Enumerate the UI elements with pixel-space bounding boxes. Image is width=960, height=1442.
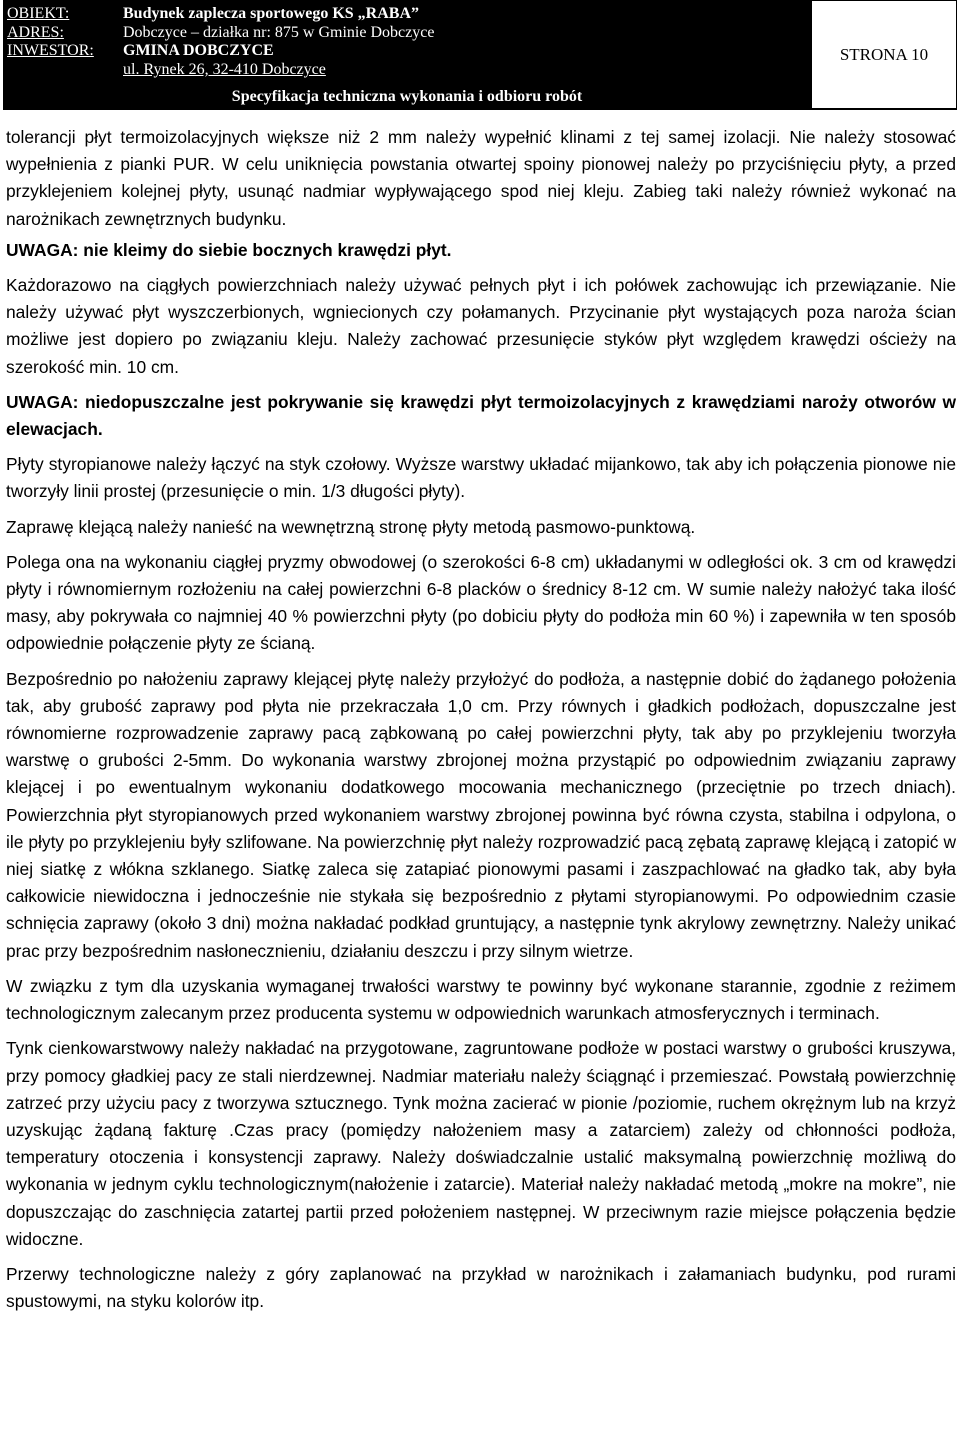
document-body (6, 124, 956, 1323)
header-investor-row (3, 42, 811, 60)
paragraph-full-boards: Każdorazowo na ciągłych powierzchniach należy używać pełnych płyt i ich połówek zachowując ich przewiązanie. Nie należy używać płyt wyszczerbionych, wgniecionych czy połamanych. Przycinanie płyt wystających poza naroża ścian możliwe jest dopiero po związaniu kleju. Należy zachować przesunięcie styków płyt względem krawędzi ościeży na szerokość min. 10 cm. (6, 275, 956, 377)
page-number: STRONA 10 (811, 0, 957, 108)
header-object-row (3, 5, 811, 23)
paragraph-gaps-filling: tolerancji płyt termoizolacyjnych większe niż 2 mm należy wypełnić klinami z tej samej izolacji. Nie należy stosować wypełnienia z pianki PUR. W celu uniknięcia powstania otwartej spoiny pionowej należy po przyciśnięciu płyty, a przed przyklejeniem kolejnej płyty, usunąć nadmiar wypływającego spod niej kleju. Zabieg taki należy również wykonać na narożnikach zewnętrznych budynku. (6, 127, 956, 229)
warning-opening-corners: UWAGA: niedopuszczalne jest pokrywanie się krawędzi płyt termoizolacyjnych z krawędziami naroży otworów w elewacjach. (6, 391, 956, 440)
header-divider (3, 108, 957, 110)
header-investor-address-row (3, 61, 811, 79)
object-value: Budynek zaplecza sportowego KS „RABA” (123, 5, 420, 22)
warning-side-edges: UWAGA: nie kleimy do siebie bocznych krawędzi płyt. (6, 239, 452, 260)
header-info-block (3, 0, 811, 86)
header-address-row (3, 24, 811, 42)
address-label: ADRES: (7, 24, 64, 41)
document-title: Specyfikacja techniczna wykonania i odbioru robót (3, 86, 811, 108)
page-header (3, 0, 957, 108)
address-value: Dobczyce – działka nr: 875 w Gminie Dobczyce (123, 24, 435, 41)
paragraph-technological-regime: W związku z tym dla uzyskania wymaganej trwałości warstwy te powinny być wykonane starannie, zgodnie z reżimem technologicznym zalecanym przez producenta systemu w odpowiednich warunkach atmosferycznych i terminach. (6, 975, 956, 1024)
paragraph-adhesive-application: Polega ona na wykonaniu ciągłej pryzmy obwodowej (o szerokości 6-8 cm) układanymi w odległości ok. 3 cm od krawędzi płyty i równomiernym rozłożeniu na całej powierzchni 6-8 placków o średnicy 8-12 cm. W sumie należy nałożyć taka ilość masy, aby pokrywała co najmniej 40 % powierzchni płyty (po dobiciu płyty do podłoża min 60 %) i zapewniła w ten sposób odpowiednie połączenie płyty ze ścianą. (6, 551, 956, 654)
paragraph-thin-plaster: Tynk cienkowarstwowy należy nakładać na przygotowane, zagruntowane podłoże w postaci warstwy o grubości kruszywa, przy pomocy gładkiej pacy ze stali nierdzewnej. Nadmiar materiału należy ściągnąć i przemieszać. Powstałą powierzchnię zatrzeć przy użyciu pacy z tworzywa sztucznego. Tynk można zacierać w pionie /poziomie, ruchem okrężnym lub na krzyż uzyskując żądaną fakturę .Czas pracy (pomiędzy nałożeniem masy a zatarciem) zależy od chłonności podłoża, temperatury otoczenia i konsystencji zaprawy. Należy doświadczalnie ustalić maksymalną powierzchnię możliwą do wykonania w jednym cyklu technologicznym(nałożenie i zatarcie). Materiał należy nakładać metodą „mokre na mokre”, nie dopuszczając do zaschnięcia zatartej partii przed położeniem następnej. W przeciwnym razie miejsce połączenia będzie widoczne. (6, 1038, 956, 1249)
investor-value: GMINA DOBCZYCE (123, 42, 274, 59)
investor-label: INWESTOR: (7, 42, 94, 59)
paragraph-technological-breaks: Przerwy technologiczne należy z góry zaplanować na przykład w narożnikach i załamaniach budynku, pod rurami spustowymi, na styku kolorów itp. (6, 1263, 956, 1312)
paragraph-adhesive-method: Zaprawę klejącą należy nanieść na wewnętrzną stronę płyty metodą pasmowo-punktową. (6, 516, 696, 537)
paragraph-board-installation: Bezpośrednio po nałożeniu zaprawy klejącej płytę należy przyłożyć do podłoża, a następnie dobić do żądanego położenia tak, aby grubość zaprawy pod płyta nie przekraczała 1,0 cm. Przy równych i gładkich podłożach, dopuszczalne jest równomierne rozprowadzenie zaprawy pacą ząbkowaną po całej powierzchni płyty, tak aby po przyklejeniu tworzyła warstwę o grubości 2-5mm. Do wykonania warstwy zbrojonej można przystąpić po odpowiednim związaniu zaprawy klejącej i po ewentualnym wykonaniu dodatkowego mocowania mechanicznego (przeciętnie po trzech dniach). Powierzchnia płyt styropianowych przed wykonaniem warstwy zbrojonej powinna być równa czysta, stabilna i odpylona, o ile płyty po przyklejeniu były szlifowane. Na powierzchnię płyt należy rozprowadzić pacą zębatą zaprawę klejącą i zatopić w niej siatkę z włókna szklanego. Siatkę zaleca się zatapiać pionowymi pasami i zaszpachlować na gładko tak, aby była całkowicie niewidoczna i jednocześnie nie stykała się bezpośrednio z płytami styropianowymi. Po odpowiednim czasie schnięcia zaprawy (około 3 dni) można nakładać podkład gruntujący, a następnie tynk akrylowy zewnętrzny. Należy unikać prac przy bezpośrednim nasłonecznieniu, działaniu deszczu i przy silnym wietrze. (6, 668, 956, 961)
object-label: OBIEKT: (7, 5, 70, 22)
investor-address: ul. Rynek 26, 32-410 Dobczyce (123, 61, 326, 78)
paragraph-butt-joints: Płyty styropianowe należy łączyć na styk czołowy. Wyższe warstwy układać mijankowo, tak aby ich połączenia pionowe nie tworzyły linii prostej (przesunięcie o min. 1/3 długości płyty). (6, 454, 956, 502)
